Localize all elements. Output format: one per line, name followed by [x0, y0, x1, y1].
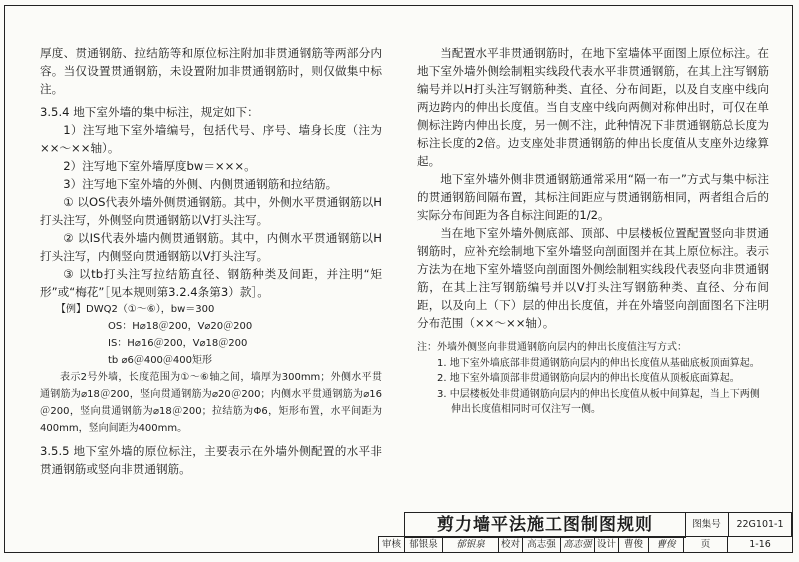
review-name: 郁银泉 [405, 536, 443, 553]
atlas-value: 22G101-1 [729, 513, 792, 537]
section-3-5-5 [40, 442, 382, 478]
note-item-3: 3. 中层楼板处非贯通钢筋向层内的伸出长度值从板中间算起，当上下两侧伸出长度值相同时可仅注写一侧。 [437, 388, 760, 415]
example-line-2: OS：H⌀18＠200，V⌀20＠200 [108, 321, 253, 332]
design-label: 设计 [595, 536, 619, 553]
design-signature: 曹俊 [649, 536, 684, 553]
example-block [56, 301, 382, 369]
note-heading: 注：外墙外侧竖向非贯通钢筋向层内的伸出长度值注写方式： [417, 342, 687, 353]
example-line-3: IS：H⌀16＠200，V⌀18＠200 [108, 338, 248, 349]
right-paragraph-3: 当在地下室外墙外侧底部、顶部、中层楼板位置配置竖向非贯通钢筋时，应补充绘制地下室外墙竖向剖面图并在其上原位标注。表示方法为在地下室外墙竖向剖面图外侧绘制粗实线段代表竖向非贯通钢筋，在其上注写钢筋编号并以V打头注写钢筋种类、直径、分布间距，以及向上（下）层的伸出长度值，并在外墙竖向剖面图名下注明分布范围（××～××轴）。 [417, 226, 769, 330]
right-column [417, 44, 769, 418]
item-3: 3）注写地下室外墙的外侧、内侧贯通钢筋和拉结筋。 [63, 177, 338, 191]
design-name: 曹俊 [619, 536, 649, 553]
page-number: 1-16 [728, 536, 793, 553]
notes-block [417, 340, 769, 418]
section-number: 3.5.5 [40, 444, 70, 458]
clause-3: ③ 以tb打头注写拉结筋直径、钢筋种类及间距，并注明“矩形”或“梅花”［见本规则第3.2.4条第3）款］。 [40, 267, 382, 299]
note-item-1: 1. 地下室外墙底部非贯通钢筋向层内的伸出长度值从基础底板顶面算起。 [437, 357, 760, 369]
atlas-label: 图集号 [685, 513, 729, 537]
section-number: 3.5.4 [40, 105, 70, 119]
check-label: 校对 [499, 536, 523, 553]
item-1: 1）注写地下室外墙编号，包括代号、序号、墙身长度（注为××～××轴）。 [40, 123, 382, 155]
section-heading: 地下室外墙的集中标注，规定如下： [73, 105, 259, 119]
item-2: 2）注写地下室外墙厚度bw＝×××。 [63, 159, 256, 173]
left-column [40, 44, 382, 478]
right-paragraph-1: 当配置水平非贯通钢筋时，在地下室墙体平面图上原位标注。在地下室外墙外侧绘制粗实线段代表水平非贯通钢筋，在其上注写钢筋编号并以H打头注写钢筋种类、直径、分布间距，以及自支座中线向两边跨内的伸出长度值。当自支座中线向两侧对称伸出时，可仅在单侧标注跨内伸出长度，另一侧不注，此种情况下非贯通钢筋总长度为标注长度的2倍。边支座处非贯通钢筋的伸出长度值从支座外边缘算起。 [417, 46, 769, 168]
clause-2: ② 以IS代表外墙内侧贯通钢筋。其中，内侧水平贯通钢筋以H打头注写，内侧竖向贯通钢筋以V打头注写。 [40, 231, 382, 263]
left-paragraph-1: 厚度、贯通钢筋、拉结筋等和原位标注附加非贯通钢筋等两部分内容。当仅设置贯通钢筋，未设置附加非贯通钢筋时，则仅做集中标注。 [40, 46, 382, 96]
clause-1: ① 以OS代表外墙外侧贯通钢筋。其中，外侧水平贯通钢筋以H打头注写，外侧竖向贯通钢筋以V打头注写。 [40, 195, 382, 227]
right-paragraph-2: 地下室外墙外侧非贯通钢筋通常采用“隔一布一”方式与集中标注的贯通钢筋间隔布置，其标注间距应与贯通钢筋相同，两者组合后的实际分布间距为各自标注间距的1/2。 [417, 172, 769, 222]
example-description: 表示2号外墙，长度范围为①～⑥轴之间，墙厚为300mm；外侧水平贯通钢筋为⌀18＠200，竖向贯通钢筋为⌀20＠200；内侧水平贯通钢筋为⌀16＠200，竖向贯通钢筋为⌀18＠200；拉结筋为Φ6，矩形布置，水平间距为400mm，竖向间距为400mm。 [40, 372, 382, 434]
check-signature: 高志强 [561, 536, 595, 553]
drawing-title: 剪力墙平法施工图制图规则 [405, 513, 686, 538]
check-name: 高志强 [523, 536, 561, 553]
page-label: 页 [684, 536, 728, 553]
review-label: 审核 [378, 536, 405, 553]
section-text: 地下室外墙的原位标注，主要表示在外墙外侧配置的水平非贯通钢筋或竖向非贯通钢筋。 [40, 444, 382, 476]
section-3-5-4 [40, 103, 382, 121]
example-line-4: tb ⌀6＠400＠400矩形 [108, 355, 213, 366]
example-line-1: 【例】DWQ2（①～⑥），bw＝300 [56, 304, 215, 315]
note-item-2: 2. 地下室外墙顶部非贯通钢筋向层内的伸出长度值从顶板底面算起。 [437, 373, 740, 384]
review-signature: 郁银泉 [443, 536, 499, 553]
